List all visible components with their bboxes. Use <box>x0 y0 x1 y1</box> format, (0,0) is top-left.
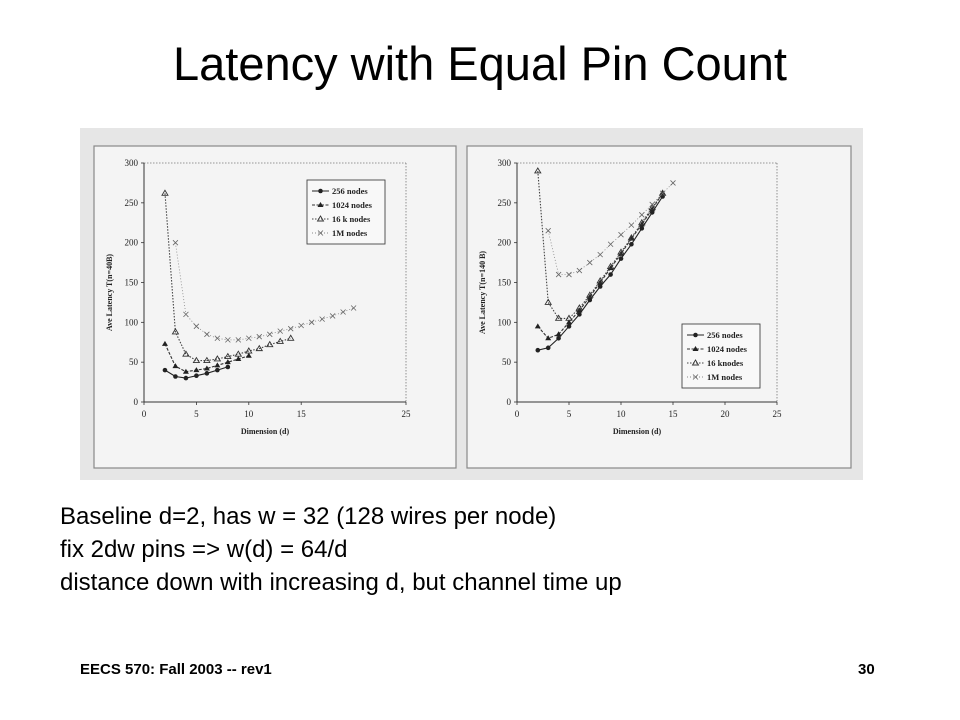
y-tick-label: 200 <box>124 237 138 248</box>
legend-label: 1024 nodes <box>707 344 747 354</box>
slide-title: Latency with Equal Pin Count <box>173 37 787 90</box>
bullet-line-2: fix 2dw pins => w(d) = 64/d <box>60 536 348 563</box>
y-tick-label: 0 <box>133 397 138 407</box>
y-tick-label: 150 <box>497 277 511 288</box>
y-tick-label: 50 <box>502 357 511 368</box>
legend-marker <box>693 333 698 338</box>
data-point <box>194 373 199 378</box>
x-tick-label: 10 <box>244 409 254 419</box>
x-tick-label: 10 <box>616 409 626 419</box>
legend-label: 1024 nodes <box>332 200 372 210</box>
x-tick-label: 15 <box>296 409 306 419</box>
data-point <box>215 368 220 373</box>
footer-course: EECS 570: Fall 2003 -- rev1 <box>80 661 272 678</box>
y-tick-label: 300 <box>497 158 511 168</box>
data-point <box>205 371 210 376</box>
y-tick-label: 300 <box>124 158 138 168</box>
legend-label: 16 k nodes <box>332 214 371 224</box>
y-tick-label: 150 <box>124 277 138 288</box>
x-tick-label: 15 <box>668 409 678 419</box>
scanned-figure <box>80 128 863 480</box>
y-axis-label: Ave Latency T(n=40B) <box>105 253 114 332</box>
legend-label: 1M nodes <box>332 228 368 238</box>
chart-panel-right <box>467 146 851 468</box>
data-point <box>629 242 634 247</box>
page-number: 30 <box>858 661 875 678</box>
legend-label: 16 knodes <box>707 358 744 368</box>
data-point <box>184 376 189 381</box>
legend-label: 1M nodes <box>707 372 743 382</box>
data-point <box>163 368 168 373</box>
y-tick-label: 100 <box>497 317 511 328</box>
x-tick-label: 0 <box>514 409 520 419</box>
bullet-line-3: distance down with increasing d, but channel time up <box>60 569 622 596</box>
data-point <box>556 336 561 341</box>
x-tick-label: 25 <box>401 409 411 419</box>
chart-panel-left <box>94 146 456 468</box>
data-point <box>546 346 551 351</box>
y-tick-label: 250 <box>124 197 138 208</box>
x-tick-label: 5 <box>566 409 572 419</box>
y-tick-label: 100 <box>124 317 138 328</box>
data-point <box>567 324 572 329</box>
legend-label: 256 nodes <box>707 330 743 340</box>
data-point <box>608 272 613 277</box>
slide-body <box>60 500 622 599</box>
y-tick-label: 50 <box>129 357 138 368</box>
x-tick-label: 25 <box>772 409 782 419</box>
x-axis-label: Dimension (d) <box>240 427 290 436</box>
bullet-line-1: Baseline d=2, has w = 32 (128 wires per node) <box>60 503 557 530</box>
x-tick-label: 20 <box>720 409 730 419</box>
y-tick-label: 200 <box>497 237 511 248</box>
data-point <box>173 374 178 379</box>
y-tick-label: 0 <box>506 397 511 407</box>
data-point <box>536 348 541 353</box>
y-tick-label: 250 <box>497 197 511 208</box>
legend-label: 256 nodes <box>332 186 368 196</box>
legend-marker <box>318 189 323 194</box>
data-point <box>226 365 231 370</box>
y-axis-label: Ave Latency T(n=140 B) <box>478 250 487 335</box>
x-tick-label: 5 <box>194 409 199 419</box>
data-point <box>619 256 624 261</box>
charts-svg <box>80 128 863 480</box>
x-tick-label: 0 <box>141 409 147 419</box>
x-axis-label: Dimension (d) <box>612 427 662 436</box>
